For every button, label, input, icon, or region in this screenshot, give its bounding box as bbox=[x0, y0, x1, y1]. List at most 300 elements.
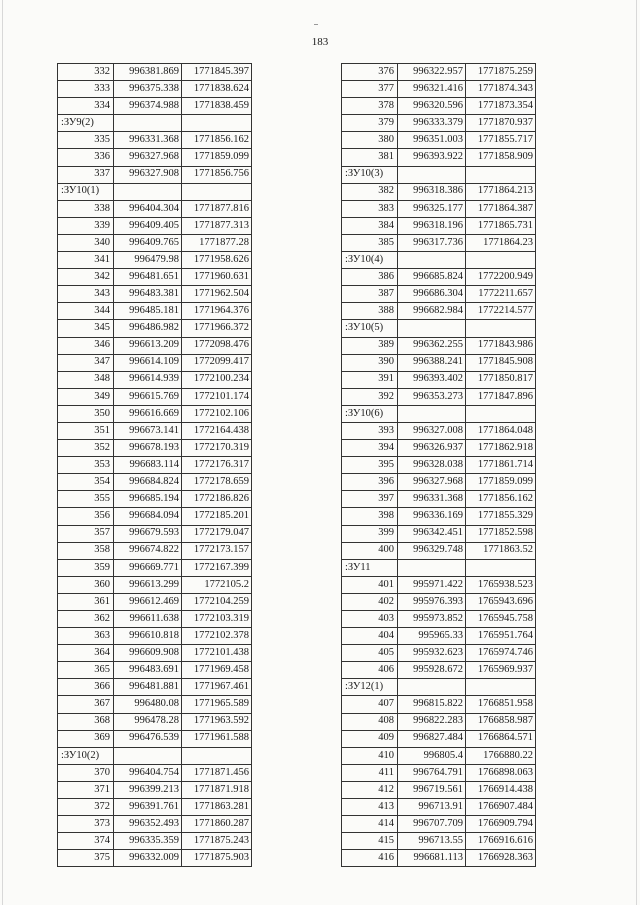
empty-cell bbox=[398, 166, 466, 183]
table-row bbox=[58, 320, 252, 337]
y-coordinate-cell: 1771860.287 bbox=[182, 816, 252, 833]
point-number-cell: 382 bbox=[342, 183, 398, 200]
x-coordinate-cell: 996614.109 bbox=[114, 354, 182, 371]
y-coordinate-cell: 1766880.22 bbox=[466, 747, 536, 764]
y-coordinate-cell: 1766851.958 bbox=[466, 696, 536, 713]
table-row bbox=[342, 115, 536, 132]
y-coordinate-cell: 1771861.714 bbox=[466, 457, 536, 474]
table-row bbox=[58, 730, 252, 747]
point-number-cell: 370 bbox=[58, 764, 114, 781]
table-row bbox=[58, 850, 252, 867]
y-coordinate-cell: 1771873.354 bbox=[466, 98, 536, 115]
y-coordinate-cell: 1772211.657 bbox=[466, 286, 536, 303]
y-coordinate-cell: 1771863.281 bbox=[182, 799, 252, 816]
x-coordinate-cell: 996485.181 bbox=[114, 303, 182, 320]
point-number-cell: 358 bbox=[58, 542, 114, 559]
table-row bbox=[58, 799, 252, 816]
point-number-cell: 408 bbox=[342, 713, 398, 730]
x-coordinate-cell: 996409.405 bbox=[114, 217, 182, 234]
table-row bbox=[342, 217, 536, 234]
y-coordinate-cell: 1771845.908 bbox=[466, 354, 536, 371]
table-row bbox=[342, 662, 536, 679]
x-coordinate-cell: 996610.818 bbox=[114, 628, 182, 645]
table-row bbox=[342, 422, 536, 439]
point-number-cell: 352 bbox=[58, 440, 114, 457]
empty-cell bbox=[114, 115, 182, 132]
table-row bbox=[342, 440, 536, 457]
coordinate-table-left bbox=[57, 63, 252, 867]
empty-cell bbox=[398, 559, 466, 576]
x-coordinate-cell: 996331.368 bbox=[398, 491, 466, 508]
x-coordinate-cell: 996393.402 bbox=[398, 371, 466, 388]
y-coordinate-cell: 1772102.378 bbox=[182, 628, 252, 645]
table-row bbox=[342, 234, 536, 251]
y-coordinate-cell: 1771864.387 bbox=[466, 200, 536, 217]
x-coordinate-cell: 996613.209 bbox=[114, 337, 182, 354]
point-number-cell: 416 bbox=[342, 850, 398, 867]
y-coordinate-cell: 1771863.52 bbox=[466, 542, 536, 559]
table-row bbox=[342, 833, 536, 850]
table-row bbox=[342, 542, 536, 559]
table-row bbox=[342, 354, 536, 371]
parcel-label: :ЗУ10(5) bbox=[342, 320, 398, 337]
table-row bbox=[58, 388, 252, 405]
point-number-cell: 367 bbox=[58, 696, 114, 713]
point-number-cell: 386 bbox=[342, 269, 398, 286]
point-number-cell: 396 bbox=[342, 474, 398, 491]
table-row bbox=[342, 747, 536, 764]
point-number-cell: 371 bbox=[58, 781, 114, 798]
parcel-label-row bbox=[58, 747, 252, 764]
parcel-label: :ЗУ10(3) bbox=[342, 166, 398, 183]
parcel-label: :ЗУ12(1) bbox=[342, 679, 398, 696]
point-number-cell: 395 bbox=[342, 457, 398, 474]
y-coordinate-cell: 1771871.456 bbox=[182, 764, 252, 781]
y-coordinate-cell: 1766858.987 bbox=[466, 713, 536, 730]
x-coordinate-cell: 996336.169 bbox=[398, 508, 466, 525]
x-coordinate-cell: 996331.368 bbox=[114, 132, 182, 149]
scan-mark bbox=[314, 24, 318, 25]
parcel-label: :ЗУ10(2) bbox=[58, 747, 114, 764]
x-coordinate-cell: 996685.824 bbox=[398, 269, 466, 286]
x-coordinate-cell: 996318.196 bbox=[398, 217, 466, 234]
x-coordinate-cell: 996381.869 bbox=[114, 64, 182, 81]
point-number-cell: 347 bbox=[58, 354, 114, 371]
point-number-cell: 344 bbox=[58, 303, 114, 320]
point-number-cell: 336 bbox=[58, 149, 114, 166]
coordinate-table-right bbox=[341, 63, 536, 867]
y-coordinate-cell: 1765945.758 bbox=[466, 611, 536, 628]
point-number-cell: 406 bbox=[342, 662, 398, 679]
y-coordinate-cell: 1772103.319 bbox=[182, 611, 252, 628]
table-row bbox=[342, 98, 536, 115]
empty-cell bbox=[398, 405, 466, 422]
x-coordinate-cell: 996681.113 bbox=[398, 850, 466, 867]
table-row bbox=[342, 132, 536, 149]
parcel-label: :ЗУ10(1) bbox=[58, 183, 114, 200]
x-coordinate-cell: 996609.908 bbox=[114, 645, 182, 662]
table-row bbox=[342, 81, 536, 98]
empty-cell bbox=[398, 252, 466, 269]
parcel-label-row bbox=[58, 115, 252, 132]
table-row bbox=[342, 337, 536, 354]
x-coordinate-cell: 995928.672 bbox=[398, 662, 466, 679]
y-coordinate-cell: 1771855.717 bbox=[466, 132, 536, 149]
x-coordinate-cell: 996476.539 bbox=[114, 730, 182, 747]
point-number-cell: 390 bbox=[342, 354, 398, 371]
x-coordinate-cell: 996614.939 bbox=[114, 371, 182, 388]
point-number-cell: 398 bbox=[342, 508, 398, 525]
point-number-cell: 368 bbox=[58, 713, 114, 730]
y-coordinate-cell: 1772099.417 bbox=[182, 354, 252, 371]
point-number-cell: 407 bbox=[342, 696, 398, 713]
point-number-cell: 346 bbox=[58, 337, 114, 354]
point-number-cell: 385 bbox=[342, 234, 398, 251]
table-row bbox=[58, 645, 252, 662]
parcel-label-row bbox=[342, 166, 536, 183]
point-number-cell: 378 bbox=[342, 98, 398, 115]
x-coordinate-cell: 996613.299 bbox=[114, 576, 182, 593]
table-row bbox=[58, 217, 252, 234]
y-coordinate-cell: 1771859.099 bbox=[182, 149, 252, 166]
parcel-label-row bbox=[342, 320, 536, 337]
x-coordinate-cell: 996353.273 bbox=[398, 388, 466, 405]
x-coordinate-cell: 996612.469 bbox=[114, 593, 182, 610]
table-row bbox=[342, 713, 536, 730]
x-coordinate-cell: 996478.28 bbox=[114, 713, 182, 730]
y-coordinate-cell: 1766907.484 bbox=[466, 799, 536, 816]
point-number-cell: 356 bbox=[58, 508, 114, 525]
table-row bbox=[342, 645, 536, 662]
y-coordinate-cell: 1771870.937 bbox=[466, 115, 536, 132]
table-row bbox=[58, 166, 252, 183]
table-row bbox=[58, 457, 252, 474]
x-coordinate-cell: 996335.359 bbox=[114, 833, 182, 850]
point-number-cell: 387 bbox=[342, 286, 398, 303]
point-number-cell: 360 bbox=[58, 576, 114, 593]
x-coordinate-cell: 996333.379 bbox=[398, 115, 466, 132]
x-coordinate-cell: 996707.709 bbox=[398, 816, 466, 833]
parcel-label-row bbox=[342, 252, 536, 269]
table-row bbox=[342, 781, 536, 798]
y-coordinate-cell: 1771962.504 bbox=[182, 286, 252, 303]
point-number-cell: 388 bbox=[342, 303, 398, 320]
point-number-cell: 341 bbox=[58, 252, 114, 269]
y-coordinate-cell: 1771875.243 bbox=[182, 833, 252, 850]
y-coordinate-cell: 1772176.317 bbox=[182, 457, 252, 474]
table-row bbox=[342, 525, 536, 542]
table-row bbox=[58, 833, 252, 850]
x-coordinate-cell: 996362.255 bbox=[398, 337, 466, 354]
table-row bbox=[58, 696, 252, 713]
empty-cell bbox=[466, 679, 536, 696]
table-row bbox=[58, 132, 252, 149]
y-coordinate-cell: 1771852.598 bbox=[466, 525, 536, 542]
point-number-cell: 333 bbox=[58, 81, 114, 98]
x-coordinate-cell: 996351.003 bbox=[398, 132, 466, 149]
y-coordinate-cell: 1772105.2 bbox=[182, 576, 252, 593]
table-row bbox=[58, 354, 252, 371]
table-row bbox=[342, 696, 536, 713]
y-coordinate-cell: 1772098.476 bbox=[182, 337, 252, 354]
x-coordinate-cell: 996674.822 bbox=[114, 542, 182, 559]
x-coordinate-cell: 995973.852 bbox=[398, 611, 466, 628]
x-coordinate-cell: 996352.493 bbox=[114, 816, 182, 833]
point-number-cell: 413 bbox=[342, 799, 398, 816]
y-coordinate-cell: 1771967.461 bbox=[182, 679, 252, 696]
y-coordinate-cell: 1772101.438 bbox=[182, 645, 252, 662]
table-row bbox=[58, 81, 252, 98]
x-coordinate-cell: 996328.038 bbox=[398, 457, 466, 474]
table-row bbox=[342, 491, 536, 508]
x-coordinate-cell: 996318.386 bbox=[398, 183, 466, 200]
empty-cell bbox=[466, 166, 536, 183]
parcel-label-row bbox=[342, 559, 536, 576]
x-coordinate-cell: 996404.304 bbox=[114, 200, 182, 217]
y-coordinate-cell: 1772104.259 bbox=[182, 593, 252, 610]
empty-cell bbox=[182, 183, 252, 200]
x-coordinate-cell: 996713.55 bbox=[398, 833, 466, 850]
table-row bbox=[342, 149, 536, 166]
table-row bbox=[58, 269, 252, 286]
x-coordinate-cell: 996480.08 bbox=[114, 696, 182, 713]
table-row bbox=[58, 371, 252, 388]
x-coordinate-cell: 995932.623 bbox=[398, 645, 466, 662]
y-coordinate-cell: 1771875.903 bbox=[182, 850, 252, 867]
x-coordinate-cell: 995965.33 bbox=[398, 628, 466, 645]
y-coordinate-cell: 1766864.571 bbox=[466, 730, 536, 747]
y-coordinate-cell: 1772167.399 bbox=[182, 559, 252, 576]
x-coordinate-cell: 996322.957 bbox=[398, 64, 466, 81]
table-row bbox=[58, 679, 252, 696]
point-number-cell: 412 bbox=[342, 781, 398, 798]
x-coordinate-cell: 996329.748 bbox=[398, 542, 466, 559]
point-number-cell: 349 bbox=[58, 388, 114, 405]
table-row bbox=[342, 371, 536, 388]
y-coordinate-cell: 1765951.764 bbox=[466, 628, 536, 645]
x-coordinate-cell: 996673.141 bbox=[114, 422, 182, 439]
table-row bbox=[342, 576, 536, 593]
table-row bbox=[58, 593, 252, 610]
x-coordinate-cell: 996326.937 bbox=[398, 440, 466, 457]
y-coordinate-cell: 1766916.616 bbox=[466, 833, 536, 850]
y-coordinate-cell: 1771856.162 bbox=[466, 491, 536, 508]
scan-edge-right bbox=[636, 0, 637, 905]
y-coordinate-cell: 1771877.816 bbox=[182, 200, 252, 217]
point-number-cell: 353 bbox=[58, 457, 114, 474]
point-number-cell: 332 bbox=[58, 64, 114, 81]
point-number-cell: 355 bbox=[58, 491, 114, 508]
point-number-cell: 335 bbox=[58, 132, 114, 149]
table-row bbox=[58, 98, 252, 115]
y-coordinate-cell: 1766928.363 bbox=[466, 850, 536, 867]
y-coordinate-cell: 1771843.986 bbox=[466, 337, 536, 354]
x-coordinate-cell: 996684.824 bbox=[114, 474, 182, 491]
x-coordinate-cell: 996822.283 bbox=[398, 713, 466, 730]
x-coordinate-cell: 996616.669 bbox=[114, 405, 182, 422]
y-coordinate-cell: 1771877.313 bbox=[182, 217, 252, 234]
y-coordinate-cell: 1765938.523 bbox=[466, 576, 536, 593]
empty-cell bbox=[466, 252, 536, 269]
point-number-cell: 351 bbox=[58, 422, 114, 439]
y-coordinate-cell: 1765943.696 bbox=[466, 593, 536, 610]
point-number-cell: 365 bbox=[58, 662, 114, 679]
x-coordinate-cell: 996374.988 bbox=[114, 98, 182, 115]
table-row bbox=[342, 816, 536, 833]
table-row bbox=[342, 286, 536, 303]
point-number-cell: 340 bbox=[58, 234, 114, 251]
point-number-cell: 402 bbox=[342, 593, 398, 610]
y-coordinate-cell: 1772170.319 bbox=[182, 440, 252, 457]
y-coordinate-cell: 1772185.201 bbox=[182, 508, 252, 525]
point-number-cell: 380 bbox=[342, 132, 398, 149]
scan-edge-left bbox=[2, 0, 3, 905]
table-row bbox=[58, 816, 252, 833]
y-coordinate-cell: 1772186.826 bbox=[182, 491, 252, 508]
table-row bbox=[58, 525, 252, 542]
point-number-cell: 377 bbox=[342, 81, 398, 98]
y-coordinate-cell: 1772100.234 bbox=[182, 371, 252, 388]
y-coordinate-cell: 1771838.624 bbox=[182, 81, 252, 98]
x-coordinate-cell: 996483.691 bbox=[114, 662, 182, 679]
empty-cell bbox=[182, 747, 252, 764]
y-coordinate-cell: 1771965.589 bbox=[182, 696, 252, 713]
x-coordinate-cell: 996684.094 bbox=[114, 508, 182, 525]
x-coordinate-cell: 996719.561 bbox=[398, 781, 466, 798]
table-row bbox=[342, 183, 536, 200]
table-row bbox=[342, 764, 536, 781]
table-row bbox=[58, 628, 252, 645]
point-number-cell: 374 bbox=[58, 833, 114, 850]
x-coordinate-cell: 996320.596 bbox=[398, 98, 466, 115]
y-coordinate-cell: 1771963.592 bbox=[182, 713, 252, 730]
point-number-cell: 369 bbox=[58, 730, 114, 747]
x-coordinate-cell: 996404.754 bbox=[114, 764, 182, 781]
x-coordinate-cell: 995976.393 bbox=[398, 593, 466, 610]
x-coordinate-cell: 996805.4 bbox=[398, 747, 466, 764]
x-coordinate-cell: 996669.771 bbox=[114, 559, 182, 576]
y-coordinate-cell: 1771874.343 bbox=[466, 81, 536, 98]
x-coordinate-cell: 996375.338 bbox=[114, 81, 182, 98]
y-coordinate-cell: 1772178.659 bbox=[182, 474, 252, 491]
y-coordinate-cell: 1772179.047 bbox=[182, 525, 252, 542]
point-number-cell: 363 bbox=[58, 628, 114, 645]
x-coordinate-cell: 996815.822 bbox=[398, 696, 466, 713]
y-coordinate-cell: 1772164.438 bbox=[182, 422, 252, 439]
empty-cell bbox=[398, 679, 466, 696]
x-coordinate-cell: 996327.008 bbox=[398, 422, 466, 439]
y-coordinate-cell: 1771958.626 bbox=[182, 252, 252, 269]
y-coordinate-cell: 1771858.909 bbox=[466, 149, 536, 166]
y-coordinate-cell: 1771877.28 bbox=[182, 234, 252, 251]
y-coordinate-cell: 1771960.631 bbox=[182, 269, 252, 286]
y-coordinate-cell: 1771850.817 bbox=[466, 371, 536, 388]
y-coordinate-cell: 1772173.157 bbox=[182, 542, 252, 559]
point-number-cell: 339 bbox=[58, 217, 114, 234]
table-row bbox=[58, 713, 252, 730]
x-coordinate-cell: 996388.241 bbox=[398, 354, 466, 371]
table-row bbox=[58, 559, 252, 576]
y-coordinate-cell: 1771865.731 bbox=[466, 217, 536, 234]
x-coordinate-cell: 996615.769 bbox=[114, 388, 182, 405]
x-coordinate-cell: 996409.765 bbox=[114, 234, 182, 251]
table-row bbox=[342, 474, 536, 491]
y-coordinate-cell: 1771964.376 bbox=[182, 303, 252, 320]
table-row bbox=[58, 422, 252, 439]
x-coordinate-cell: 996391.761 bbox=[114, 799, 182, 816]
y-coordinate-cell: 1766898.063 bbox=[466, 764, 536, 781]
point-number-cell: 348 bbox=[58, 371, 114, 388]
table-row bbox=[342, 457, 536, 474]
table-row bbox=[342, 628, 536, 645]
y-coordinate-cell: 1771845.397 bbox=[182, 64, 252, 81]
page-number: 183 bbox=[311, 36, 329, 48]
parcel-label-row bbox=[342, 405, 536, 422]
point-number-cell: 404 bbox=[342, 628, 398, 645]
x-coordinate-cell: 996683.114 bbox=[114, 457, 182, 474]
x-coordinate-cell: 996764.791 bbox=[398, 764, 466, 781]
empty-cell bbox=[466, 559, 536, 576]
empty-cell bbox=[466, 405, 536, 422]
point-number-cell: 411 bbox=[342, 764, 398, 781]
y-coordinate-cell: 1771847.896 bbox=[466, 388, 536, 405]
table-row bbox=[58, 474, 252, 491]
point-number-cell: 342 bbox=[58, 269, 114, 286]
table-row bbox=[342, 200, 536, 217]
point-number-cell: 364 bbox=[58, 645, 114, 662]
point-number-cell: 401 bbox=[342, 576, 398, 593]
point-number-cell: 414 bbox=[342, 816, 398, 833]
parcel-label: :ЗУ9(2) bbox=[58, 115, 114, 132]
x-coordinate-cell: 996682.984 bbox=[398, 303, 466, 320]
x-coordinate-cell: 996685.194 bbox=[114, 491, 182, 508]
y-coordinate-cell: 1772102.106 bbox=[182, 405, 252, 422]
table-row bbox=[58, 286, 252, 303]
y-coordinate-cell: 1765974.746 bbox=[466, 645, 536, 662]
point-number-cell: 343 bbox=[58, 286, 114, 303]
table-row bbox=[58, 491, 252, 508]
point-number-cell: 394 bbox=[342, 440, 398, 457]
parcel-label: :ЗУ10(6) bbox=[342, 405, 398, 422]
x-coordinate-cell: 996332.009 bbox=[114, 850, 182, 867]
empty-cell bbox=[114, 747, 182, 764]
table-row bbox=[58, 337, 252, 354]
x-coordinate-cell: 996327.968 bbox=[114, 149, 182, 166]
y-coordinate-cell: 1772101.174 bbox=[182, 388, 252, 405]
point-number-cell: 389 bbox=[342, 337, 398, 354]
table-row bbox=[342, 799, 536, 816]
y-coordinate-cell: 1771961.588 bbox=[182, 730, 252, 747]
point-number-cell: 376 bbox=[342, 64, 398, 81]
point-number-cell: 338 bbox=[58, 200, 114, 217]
table-row bbox=[342, 388, 536, 405]
y-coordinate-cell: 1772214.577 bbox=[466, 303, 536, 320]
point-number-cell: 372 bbox=[58, 799, 114, 816]
empty-cell bbox=[466, 320, 536, 337]
y-coordinate-cell: 1771871.918 bbox=[182, 781, 252, 798]
point-number-cell: 354 bbox=[58, 474, 114, 491]
y-coordinate-cell: 1766909.794 bbox=[466, 816, 536, 833]
y-coordinate-cell: 1772200.949 bbox=[466, 269, 536, 286]
table-row bbox=[342, 508, 536, 525]
parcel-label: :ЗУ10(4) bbox=[342, 252, 398, 269]
x-coordinate-cell: 996325.177 bbox=[398, 200, 466, 217]
parcel-label-row bbox=[342, 679, 536, 696]
x-coordinate-cell: 996483.381 bbox=[114, 286, 182, 303]
point-number-cell: 337 bbox=[58, 166, 114, 183]
y-coordinate-cell: 1771859.099 bbox=[466, 474, 536, 491]
point-number-cell: 381 bbox=[342, 149, 398, 166]
